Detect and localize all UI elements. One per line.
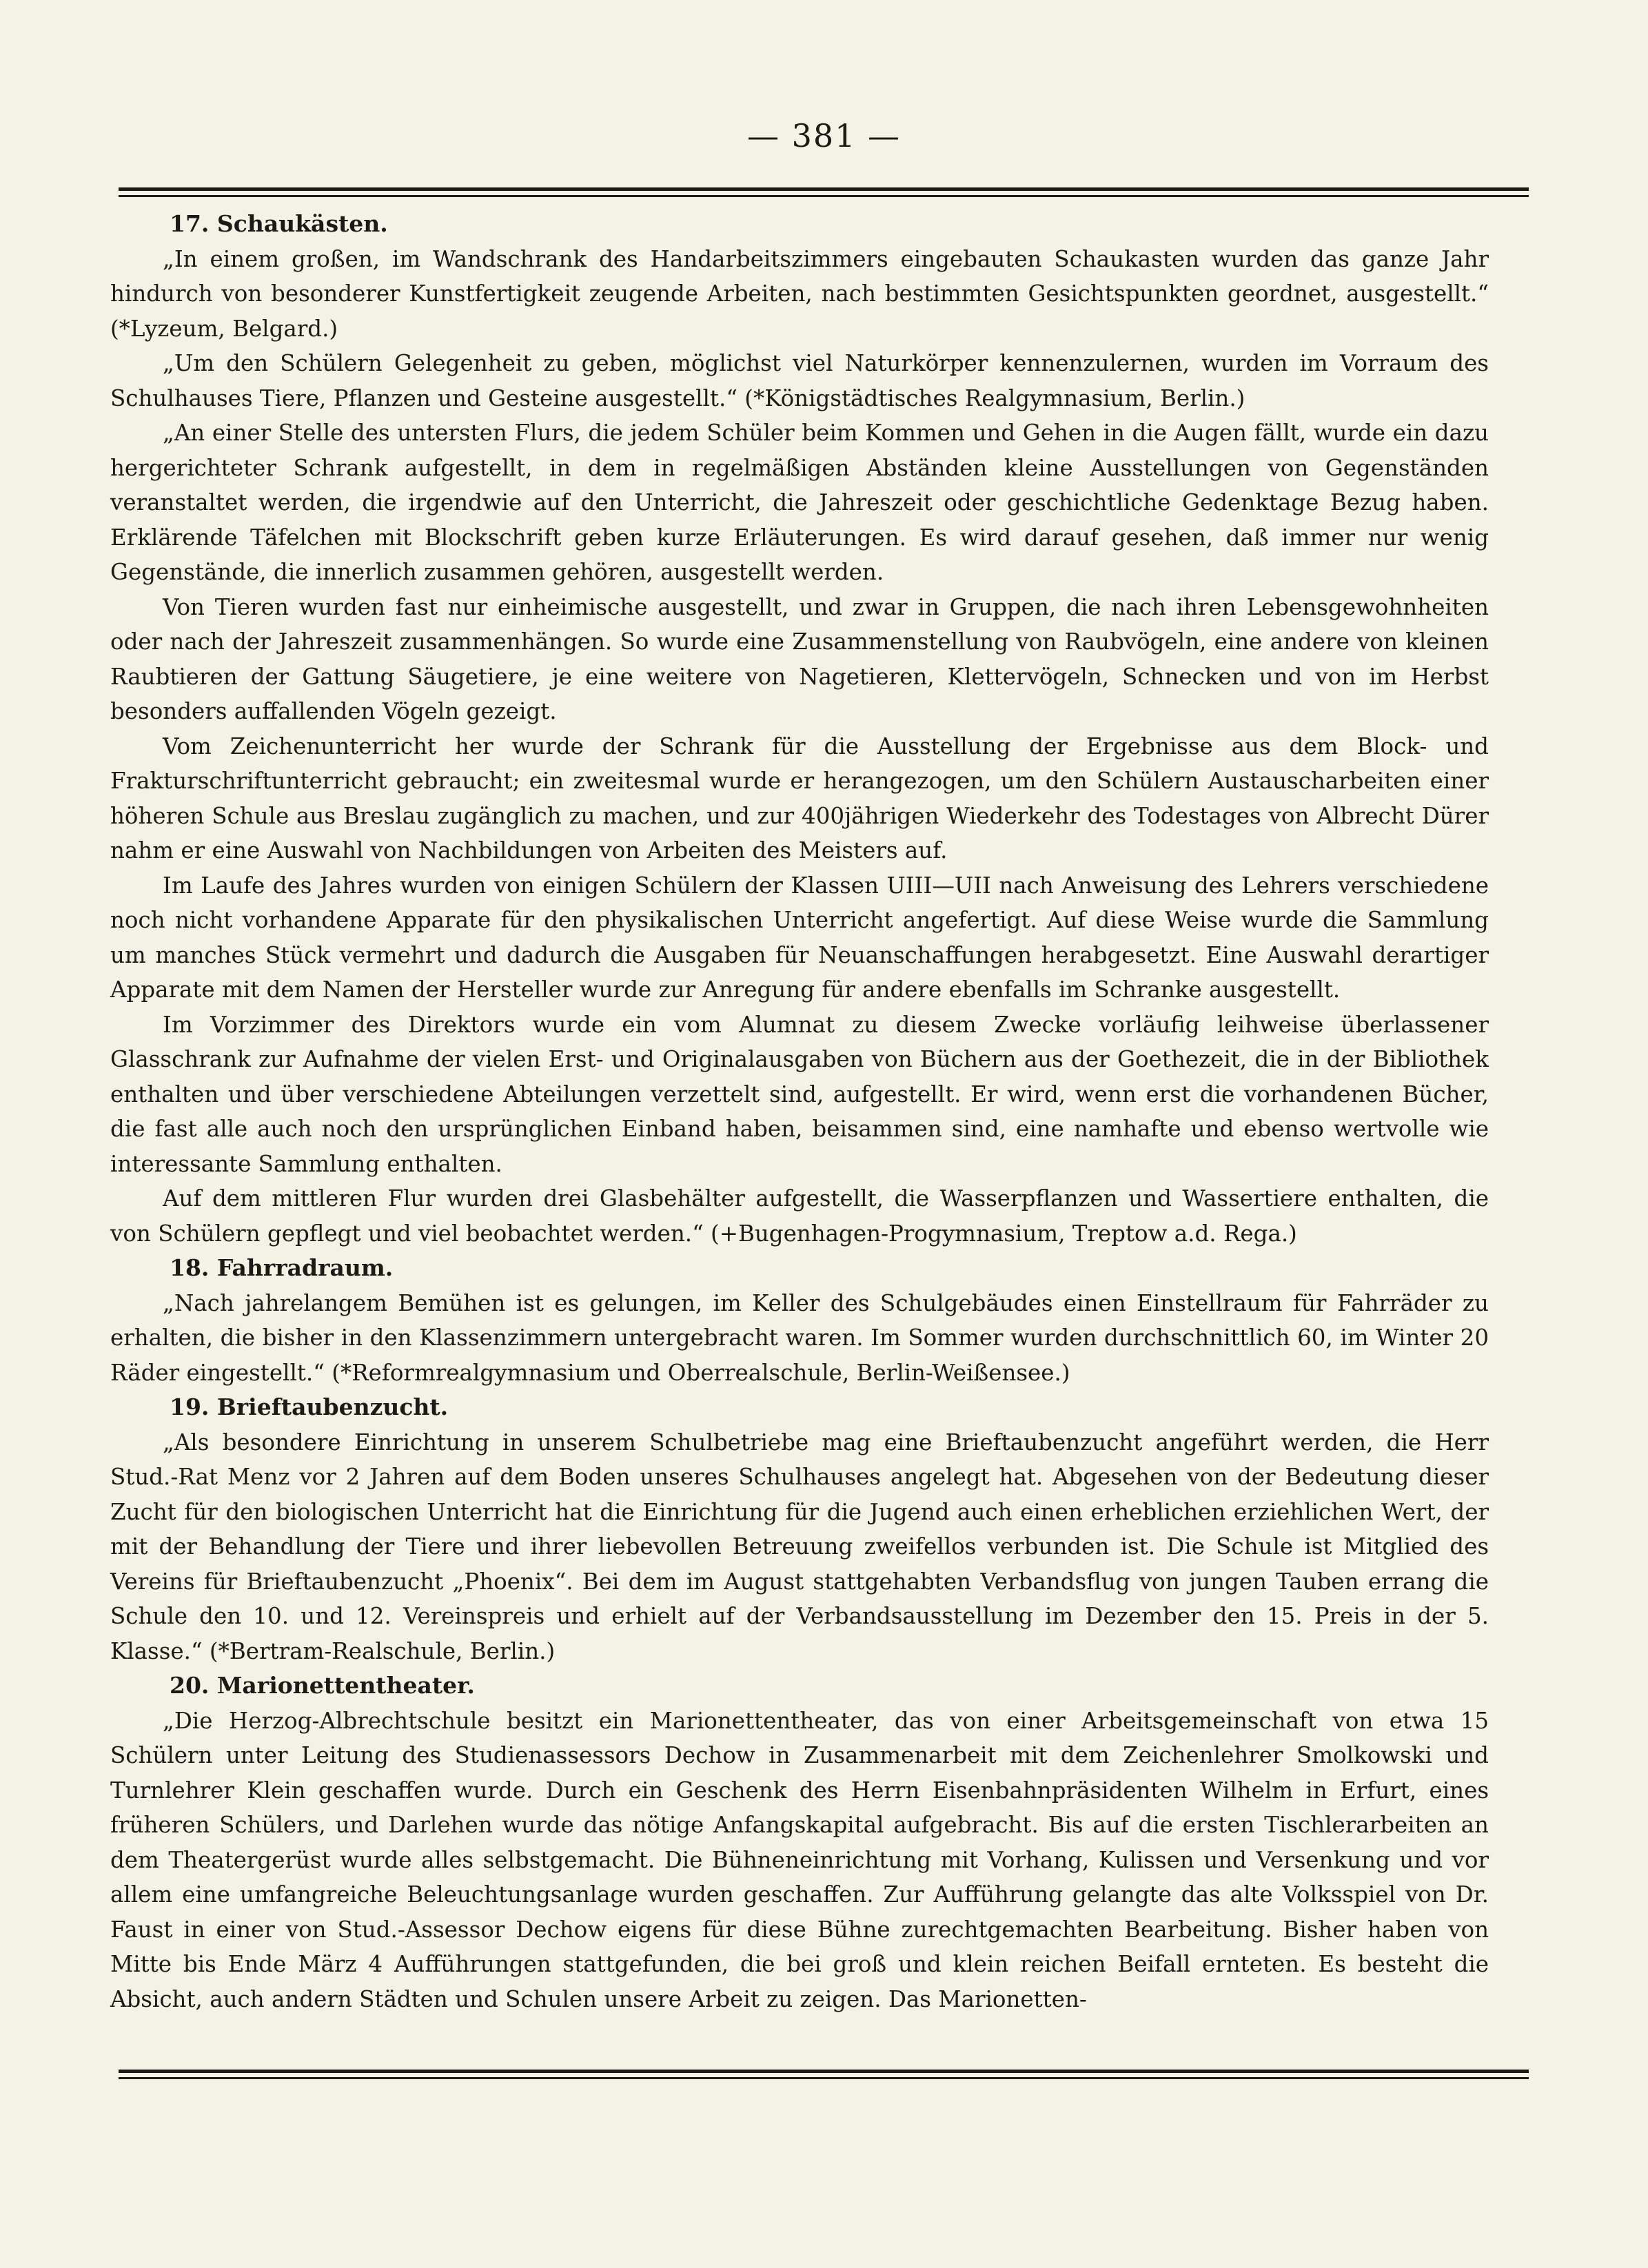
section-heading-brieftaubenzucht: 19. Brieftaubenzucht. [170, 1393, 449, 1420]
paragraph: Von Tieren wurden fast nur einheimische ausgestellt, und zwar in Gruppen, die nach ihren Lebensgewohnheiten oder nach der Jahreszeit zusammenhängen. So wurde eine Zusammenstellung von Raubvögeln, eine andere von kleinen Raubtieren der Gattung Säugetiere, je eine weitere von Nagetieren, Klettervögeln, Schnecken und von im Herbst besonders auffallenden Vögeln gezeigt. [110, 593, 1489, 724]
body-text [110, 207, 1489, 2016]
section-heading-marionettentheater: 20. Marionettentheater. [170, 1672, 475, 1699]
paragraph: „Als besondere Einrichtung in unserem Schulbetriebe mag eine Brieftaubenzucht angeführt werden, die Herr Stud.-Rat Menz vor 2 Jahren auf dem Boden unseres Schulhauses angelegt hat. Abgesehen von der Bedeutung dieser Zucht für den biologischen Unterricht hat die Einrichtung für die Jugend auch einen erheblichen erziehlichen Wert, der mit der Behandlung der Tiere und ihrer liebevollen Betreuung zweifellos verbunden ist. Die Schule ist Mitglied des Vereins für Brieftaubenzucht „Phoenix“. Bei dem im August stattgehabten Verbandsflug von jungen Tauben errang die Schule den 10. und 12. Vereinspreis und erhielt auf der Verbandsausstellung im Dezember den 15. Preis in der 5. Klasse.“ (*Bertram-Realschule, Berlin.) [110, 1429, 1489, 1664]
paragraph: Auf dem mittleren Flur wurden drei Glasbehälter aufgestellt, die Wasserpflanzen und Wassertiere enthalten, die von Schülern gepflegt und viel beobachtet werden.“ (+Bugenhagen-Progymnasium, Treptow a.d. Rega.) [110, 1185, 1489, 1247]
paragraph: Im Laufe des Jahres wurden von einigen Schülern der Klassen UIII—UII nach Anweisung des Lehrers verschiedene noch nicht vorhandene Apparate für den physikalischen Unterricht angefertigt. Auf diese Weise wurde die Sammlung um manches Stück vermehrt und dadurch die Ausgaben für Neuanschaffungen herabgesetzt. Eine Auswahl derartiger Apparate mit dem Namen der Hersteller wurde zur Anregung für andere ebenfalls im Schranke ausgestellt. [110, 872, 1489, 1003]
paragraph: Im Vorzimmer des Direktors wurde ein vom Alumnat zu diesem Zwecke vorläufig leihweise überlassener Glasschrank zur Aufnahme der vielen Erst- und Originalausgaben von Büchern aus der Goethezeit, die in der Bibliothek enthalten und über verschiedene Abteilungen verzettelt sind, aufgestellt. Er wird, wenn erst die vorhandenen Bücher, die fast alle auch noch den ursprünglichen Einband haben, beisammen sind, eine namhafte und ebenso wertvolle wie interessante Sammlung enthalten. [110, 1011, 1489, 1177]
paragraph: „Um den Schülern Gelegenheit zu geben, möglichst viel Naturkörper kennenzulernen, wurden im Vorraum des Schulhauses Tiere, Pflanzen und Gesteine ausgestellt.“ (*Königstädtisches Realgymnasium, Berlin.) [110, 350, 1489, 411]
paragraph: „An einer Stelle des untersten Flurs, die jedem Schüler beim Kommen und Gehen in die Augen fällt, wurde ein dazu hergerichteter Schrank aufgestellt, in dem in regelmäßigen Abständen kleine Ausstellungen von Gegenständen veranstaltet werden, die irgendwie auf den Unterricht, die Jahreszeit oder geschichtliche Gedenktage Bezug haben. Erklärende Täfelchen mit Blockschrift geben kurze Erläuterungen. Es wird darauf gesehen, daß immer nur wenig Gegenstände, die innerlich zusammen gehören, ausgestellt werden. [110, 420, 1489, 585]
section-heading-fahrradraum: 18. Fahrradraum. [170, 1254, 394, 1281]
top-rule [119, 187, 1529, 197]
page-number: — 381 — [746, 117, 902, 154]
paragraph: Vom Zeichenunterricht her wurde der Schrank für die Ausstellung der Ergebnisse aus dem Block- und Frakturschriftunterricht gebraucht; ein zweitesmal wurde er herangezogen, um den Schülern Austauscharbeiten einer höheren Schule aus Breslau zugänglich zu machen, und zur 400jährigen Wiederkehr des Todestages von Albrecht Dürer nahm er eine Auswahl von Nachbildungen von Arbeiten des Meisters auf. [110, 733, 1489, 864]
paragraph: „Nach jahrelangem Bemühen ist es gelungen, im Keller des Schulgebäudes einen Einstellraum für Fahrräder zu erhalten, die bisher in den Klassenzimmern untergebracht waren. Im Sommer wurden durchschnittlich 60, im Winter 20 Räder eingestellt.“ (*Reformrealgymnasium und Oberrealschule, Berlin-Weißensee.) [110, 1289, 1489, 1386]
paragraph: „In einem großen, im Wandschrank des Handarbeitszimmers eingebauten Schaukasten wurden das ganze Jahr hindurch von besonderer Kunstfertigkeit zeugende Arbeiten, nach bestimmten Gesichtspunkten geordnet, ausgestellt.“ (*Lyzeum, Belgard.) [110, 245, 1489, 342]
section-heading-schaukaesten: 17. Schaukästen. [170, 210, 388, 237]
paragraph: „Die Herzog-Albrechtschule besitzt ein Marionettentheater, das von einer Arbeitsgemeinschaft von etwa 15 Schülern unter Leitung des Studienassessors Dechow in Zusammenarbeit mit dem Zeichenlehrer Smolkowski und Turnlehrer Klein geschaffen wurde. Durch ein Geschenk des Herrn Eisenbahnpräsidenten Wilhelm in Erfurt, eines früheren Schülers, und Darlehen wurde das nötige Anfangskapital aufgebracht. Bis auf die ersten Tischlerarbeiten an dem Theatergerüst wurde alles selbstgemacht. Die Bühneneinrichtung mit Vorhang, Kulissen und Versenkung und vor allem eine umfangreiche Beleuchtungsanlage wurden geschaffen. Zur Aufführung gelangte das alte Volksspiel von Dr. Faust in einer von Stud.-Assessor Dechow eigens für diese Bühne zurechtgemachten Bearbeitung. Bisher haben von Mitte bis Ende März 4 Aufführungen stattgefunden, die bei groß und klein reichen Beifall ernteten. Es besteht die Absicht, auch andern Städten und Schulen unsere Arbeit zu zeigen. Das Marionetten- [110, 1707, 1489, 2012]
bottom-rule [119, 2070, 1529, 2079]
